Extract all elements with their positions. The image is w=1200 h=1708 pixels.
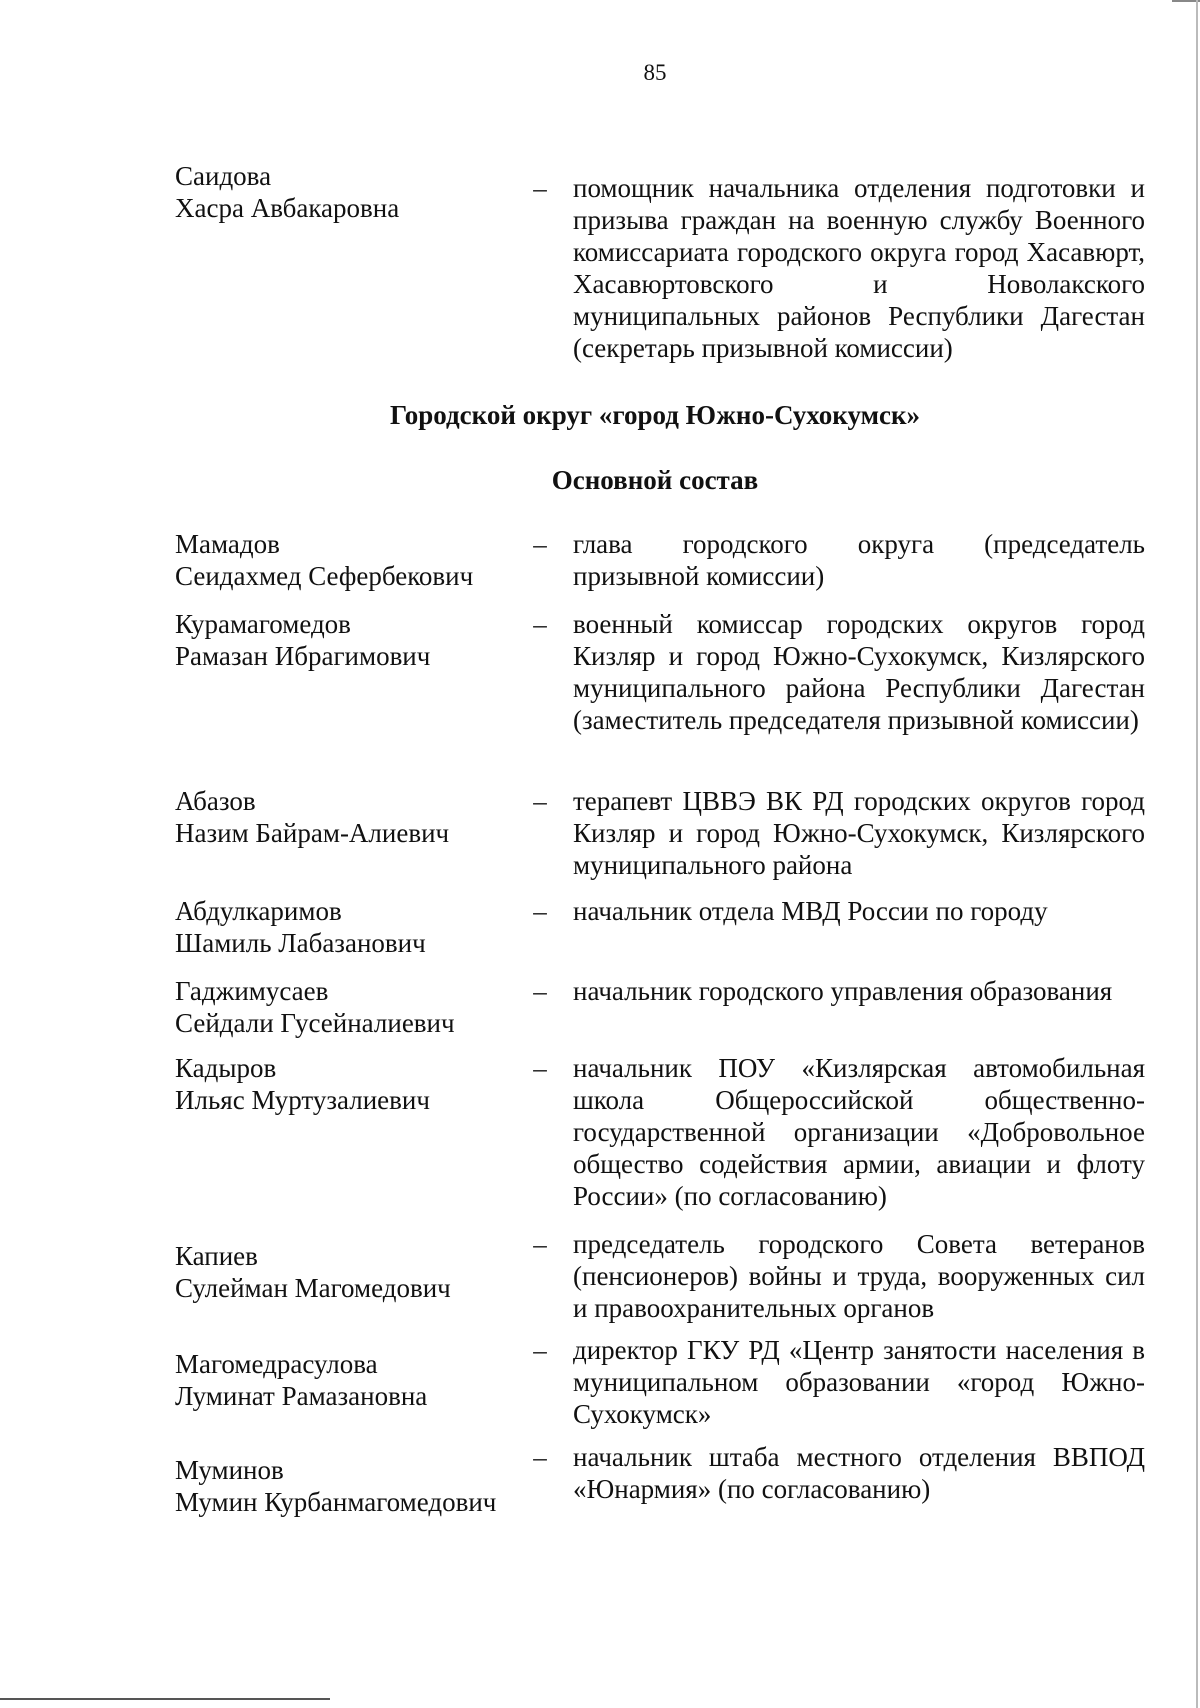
member-name (175, 895, 515, 959)
member-role: директор ГКУ РД «Центр занятости населения в муниципальном образовании «город Южно-Сухокумск» (573, 1335, 1145, 1429)
member-name (175, 1240, 515, 1304)
scan-edge-line (1196, 0, 1198, 1708)
member-name (175, 1454, 515, 1518)
subsection-title: Основной состав (551, 465, 759, 495)
member-role: начальник штаба местного отделения ВВПОД «Юнармия» (по согласованию) (573, 1442, 1145, 1504)
member-given-name: Луминат Рамазановна (175, 1381, 428, 1411)
member-given-name: Хасра Авбакаровна (175, 193, 400, 223)
member-role: терапевт ЦВВЭ ВК РД городских округов город Кизляр и город Южно-Сухокумск, Кизлярского муниципального района (573, 786, 1145, 880)
dash-separator: – (533, 1335, 547, 1365)
member-role: начальник ПОУ «Кизлярская автомобильная школа Общероссийской общественно-государственной организации «Добровольное общество содействия армии, авиации и флоту России» (по согласованию) (573, 1053, 1145, 1211)
dash-separator: – (533, 529, 547, 559)
member-role: начальник отдела МВД России по городу (573, 896, 1048, 926)
member-surname: Абазов (175, 786, 256, 816)
dash-separator: – (533, 896, 547, 926)
member-given-name: Рамазан Ибрагимович (175, 641, 431, 671)
dash-separator: – (533, 173, 547, 203)
dash-separator: – (533, 976, 547, 1006)
member-surname: Гаджимусаев (175, 976, 329, 1006)
member-given-name: Назим Байрам-Алиевич (175, 818, 450, 848)
section-title: Городской округ «город Южно-Сухокумск» (389, 400, 921, 430)
member-name (175, 160, 515, 224)
member-given-name: Сеидахмед Сефербекович (175, 561, 474, 591)
member-given-name: Сулейман Магомедович (175, 1273, 451, 1303)
member-surname: Абдулкаримов (175, 896, 342, 926)
dash-separator: – (533, 1229, 547, 1259)
member-surname: Кадыров (175, 1053, 277, 1083)
member-role: председатель городского Совета ветеранов (пенсионеров) войны и труда, вооруженных сил и правоохранительных органов (573, 1229, 1145, 1323)
page-number: 85 (643, 60, 667, 85)
member-surname: Муминов (175, 1455, 284, 1485)
member-role: глава городского округа (председатель призывной комиссии) (573, 529, 1145, 591)
member-surname: Капиев (175, 1241, 258, 1271)
member-role: военный комиссар городских округов город Кизляр и город Южно-Сухокумск, Кизлярского муниципального района Республики Дагестан (заместитель председателя призывной комиссии) (573, 609, 1145, 735)
member-name (175, 608, 515, 672)
member-given-name: Мумин Курбанмагомедович (175, 1487, 497, 1517)
dash-separator: – (533, 609, 547, 639)
member-surname: Мамадов (175, 529, 280, 559)
member-name (175, 1348, 515, 1412)
member-role: помощник начальника отделения подготовки и призыва граждан на военную службу Военного комиссариата городского округа город Хасавюрт, Хасавюртовского и Новолакского муниципальных районов Республики Дагестан (секретарь призывной комиссии) (573, 173, 1145, 363)
member-name (175, 1052, 515, 1116)
member-given-name: Сейдали Гусейналиевич (175, 1008, 455, 1038)
member-surname: Саидова (175, 161, 272, 191)
member-name (175, 785, 515, 849)
dash-separator: – (533, 786, 547, 816)
member-name (175, 975, 515, 1039)
member-given-name: Ильяс Муртузалиевич (175, 1085, 430, 1115)
dash-separator: – (533, 1442, 547, 1472)
dash-separator: – (533, 1053, 547, 1083)
member-surname: Курамагомедов (175, 609, 351, 639)
member-name (175, 528, 515, 592)
scan-edge-line (0, 1698, 330, 1700)
member-given-name: Шамиль Лабазанович (175, 928, 426, 958)
member-surname: Магомедрасулова (175, 1349, 378, 1379)
member-role: начальник городского управления образования (573, 976, 1113, 1006)
